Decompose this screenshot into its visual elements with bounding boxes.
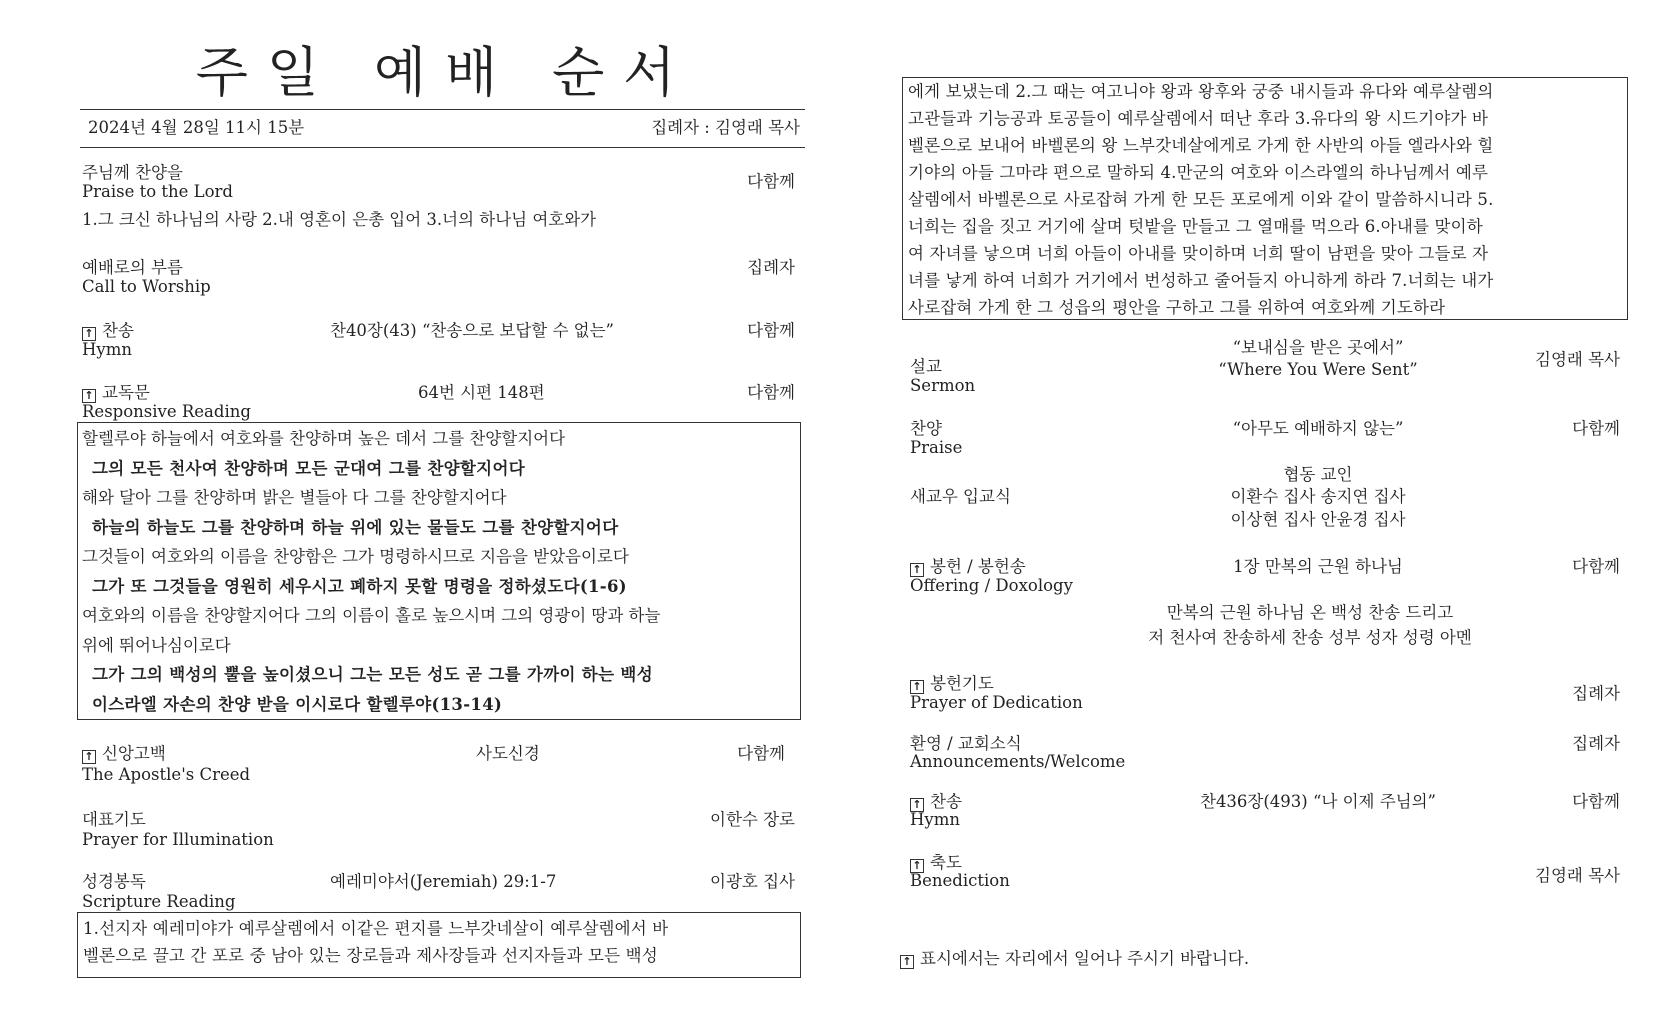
praise2-title-en: Praise bbox=[910, 438, 963, 457]
reading-line: 해와 달아 그를 찬양하며 밝은 별들아 다 그를 찬양할지어다 bbox=[82, 488, 507, 507]
sermon-title-en: Sermon bbox=[910, 376, 976, 395]
scripture-title-ko: 성경봉독 bbox=[82, 872, 146, 891]
up-arrow-box-icon: ↑ bbox=[82, 327, 96, 341]
reading-line: 그가 그의 백성의 뿔을 높이셨으니 그는 모든 성도 곧 그를 가까이 하는 백성 bbox=[92, 665, 653, 684]
scripture-detail: 예레미야서(Jeremiah) 29:1-7 bbox=[330, 872, 557, 891]
reading-line: 위에 뛰어나심이로다 bbox=[82, 635, 231, 655]
up-arrow-box-icon: ↑ bbox=[910, 859, 924, 873]
responsive-title-en: Responsive Reading bbox=[82, 402, 251, 421]
reading-line: 그것들이 여호와의 이름을 찬양함은 그가 명령하시므로 지음을 받았음이로다 bbox=[82, 547, 629, 566]
hymn2-title-en: Hymn bbox=[910, 810, 960, 829]
hymn-detail: 찬40장(43) “찬송으로 보답할 수 없는” bbox=[330, 321, 614, 340]
scripture-who: 이광호 집사 bbox=[710, 872, 795, 891]
praise-title-en: Praise to the Lord bbox=[82, 182, 233, 201]
creed-title-ko bbox=[82, 744, 166, 764]
creed-title-en: The Apostle's Creed bbox=[82, 765, 251, 784]
praise-title-ko: 주님께 찬양을 bbox=[82, 163, 183, 182]
up-arrow-box-icon: ↑ bbox=[82, 750, 96, 764]
offering-who: 다함께 bbox=[1572, 557, 1620, 576]
prayer-title-ko: 대표기도 bbox=[82, 810, 146, 829]
praise-songs: 1.그 크신 하나님의 사랑 2.내 영혼이 은총 입어 3.너의 하나님 여호와가 bbox=[82, 210, 597, 229]
praise-who: 다함께 bbox=[747, 172, 795, 191]
dedication-who: 집례자 bbox=[1572, 684, 1620, 703]
scripture-line: 여 자녀를 낳으며 너희 아들이 아내를 맞이하며 너희 딸이 남편을 맞아 그들로 자 bbox=[908, 244, 1489, 263]
offering-ko-text: 봉헌 / 봉헌송 bbox=[930, 557, 1026, 576]
scripture-line: 1.선지자 예레미야가 예루살렘에서 이같은 편지를 느부갓네살이 예루살렘에서 바 bbox=[83, 919, 669, 938]
reading-line: 할렐루야 하늘에서 여호와를 찬양하며 높은 데서 그를 찬양할지어다 bbox=[82, 429, 566, 448]
call-title-ko: 예배로의 부름 bbox=[82, 258, 183, 277]
up-arrow-box-icon: ↑ bbox=[900, 955, 914, 969]
benediction-ko-text: 축도 bbox=[930, 853, 962, 872]
reading-line: 이스라엘 자손의 찬양 받을 이시로다 할렐루야(13-14) bbox=[92, 694, 503, 714]
presider: 집례자 : 김영래 목사 bbox=[651, 118, 800, 137]
doxology-lyric-1: 만복의 근원 하나님 온 백성 찬송 드리고 bbox=[1166, 603, 1454, 622]
dedication-title-en: Prayer of Dedication bbox=[910, 693, 1083, 712]
scripture-line: 기야의 아들 그마랴 편으로 말하되 4.만군의 여호와 이스라엘의 하나님께서 예루 bbox=[908, 163, 1489, 182]
call-title-en: Call to Worship bbox=[82, 277, 211, 296]
responsive-reading-box bbox=[77, 422, 801, 720]
scripture-line: 사로잡혀 가게 한 그 성읍의 평안을 구하고 그를 위하여 여호와께 기도하라 bbox=[908, 298, 1446, 317]
doxology-lyric-2: 저 천사여 찬송하세 찬송 성부 성자 성령 아멘 bbox=[1148, 628, 1472, 647]
hymn2-ko-text: 찬송 bbox=[930, 792, 962, 811]
scripture-line: 에게 보냈는데 2.그 때는 여고니야 왕과 왕후와 궁중 내시들과 유다와 예루살렘의 bbox=[908, 82, 1494, 101]
praise2-title-ko: 찬양 bbox=[910, 419, 942, 438]
scripture-line: 녀를 낳게 하여 너희가 거기에서 번성하고 줄어들지 아니하게 하라 7.너희는 내가 bbox=[908, 271, 1494, 290]
prayer-who: 이한수 장로 bbox=[710, 810, 795, 829]
page-title: 주일 예배 순서 bbox=[195, 41, 695, 104]
hymn-title-ko bbox=[82, 321, 134, 341]
newmember-line3: 이상현 집사 안윤경 집사 bbox=[1230, 510, 1406, 529]
responsive-detail: 64번 시편 148편 bbox=[418, 383, 545, 402]
call-who: 집례자 bbox=[747, 258, 795, 277]
reading-line: 하늘의 하늘도 그를 찬양하며 하늘 위에 있는 물들도 그를 찬양할지어다 bbox=[92, 517, 619, 537]
hymn2-title-ko bbox=[910, 792, 962, 812]
responsive-ko-text: 교독문 bbox=[102, 383, 150, 402]
sermon-topic-en: “Where You Were Sent” bbox=[1218, 360, 1418, 379]
reading-line: 그의 모든 천사여 찬양하며 모든 군대여 그를 찬양할지어다 bbox=[92, 458, 525, 478]
sermon-who: 김영래 목사 bbox=[1535, 350, 1620, 369]
up-arrow-box-icon: ↑ bbox=[910, 563, 924, 577]
announce-who: 집례자 bbox=[1572, 734, 1620, 753]
header-bottom-rule bbox=[80, 147, 805, 148]
announce-title-ko: 환영 / 교회소식 bbox=[910, 734, 1022, 753]
reading-line: 여호와의 이름을 찬양할지어다 그의 이름이 홀로 높으시며 그의 영광이 땅과 하늘 bbox=[82, 606, 661, 625]
dedication-title-ko bbox=[910, 674, 994, 694]
responsive-who: 다함께 bbox=[747, 383, 795, 402]
sermon-title-ko: 설교 bbox=[910, 357, 942, 376]
creed-who: 다함께 bbox=[737, 744, 785, 763]
responsive-title-ko bbox=[82, 383, 150, 403]
up-arrow-box-icon: ↑ bbox=[910, 798, 924, 812]
creed-detail: 사도신경 bbox=[476, 744, 540, 763]
scripture-line: 고관들과 기능공과 토공들이 예루살렘에서 떠난 후라 3.유다의 왕 시드기야가 바 bbox=[908, 109, 1489, 128]
header-top-rule bbox=[80, 109, 805, 110]
benediction-title-en: Benediction bbox=[910, 871, 1010, 890]
scripture-text-box bbox=[77, 912, 801, 978]
dedication-ko-text: 봉헌기도 bbox=[930, 674, 994, 693]
newmember-line2: 이환수 집사 송지연 집사 bbox=[1230, 487, 1406, 506]
newmember-line1: 협동 교인 bbox=[1283, 465, 1353, 484]
scripture-continued-box bbox=[902, 77, 1628, 320]
hymn2-who: 다함께 bbox=[1572, 792, 1620, 811]
standing-footnote bbox=[900, 949, 1249, 969]
footnote-text: 표시에서는 자리에서 일어나 주시기 바랍니다. bbox=[920, 949, 1250, 968]
announce-title-en: Announcements/Welcome bbox=[910, 752, 1126, 771]
benediction-who: 김영래 목사 bbox=[1535, 866, 1620, 885]
up-arrow-box-icon: ↑ bbox=[910, 680, 924, 694]
benediction-title-ko bbox=[910, 853, 962, 873]
offering-title-en: Offering / Doxology bbox=[910, 576, 1073, 595]
praise2-who: 다함께 bbox=[1572, 419, 1620, 438]
hymn-ko-text: 찬송 bbox=[102, 321, 134, 340]
creed-ko-text: 신앙고백 bbox=[102, 744, 166, 763]
newmember-title: 새교우 입교식 bbox=[910, 487, 1011, 506]
scripture-title-en: Scripture Reading bbox=[82, 892, 236, 911]
offering-detail: 1장 만복의 근원 하나님 bbox=[1233, 557, 1403, 576]
hymn2-detail: 찬436장(493) “나 이제 주님의” bbox=[1200, 792, 1436, 811]
service-date: 2024년 4월 28일 11시 15분 bbox=[88, 118, 305, 137]
sermon-topic-ko: “보내심을 받은 곳에서” bbox=[1232, 338, 1404, 357]
scripture-line: 너희는 집을 짓고 거기에 살며 텃밭을 만들고 그 열매를 먹으라 6.아내를 맞이하 bbox=[908, 217, 1483, 236]
scripture-line: 살렘에서 바벨론으로 사로잡혀 가게 한 모든 포로에게 이와 같이 말씀하시니라 5. bbox=[908, 190, 1494, 209]
hymn-who: 다함께 bbox=[747, 321, 795, 340]
praise2-detail: “아무도 예배하지 않는” bbox=[1232, 419, 1404, 438]
scripture-line: 벨론으로 보내어 바벨론의 왕 느부갓네살에게로 가게 한 사반의 아들 엘라사와 힐 bbox=[908, 136, 1494, 155]
up-arrow-box-icon: ↑ bbox=[82, 389, 96, 403]
scripture-line: 벨론으로 끌고 간 포로 중 남아 있는 장로들과 제사장들과 선지자들과 모든 백성 bbox=[83, 946, 658, 965]
hymn-title-en: Hymn bbox=[82, 340, 132, 359]
prayer-title-en: Prayer for Illumination bbox=[82, 830, 274, 849]
reading-line: 그가 또 그것들을 영원히 세우시고 폐하지 못할 명령을 정하셨도다(1-6) bbox=[92, 576, 627, 596]
offering-title-ko bbox=[910, 557, 1026, 577]
